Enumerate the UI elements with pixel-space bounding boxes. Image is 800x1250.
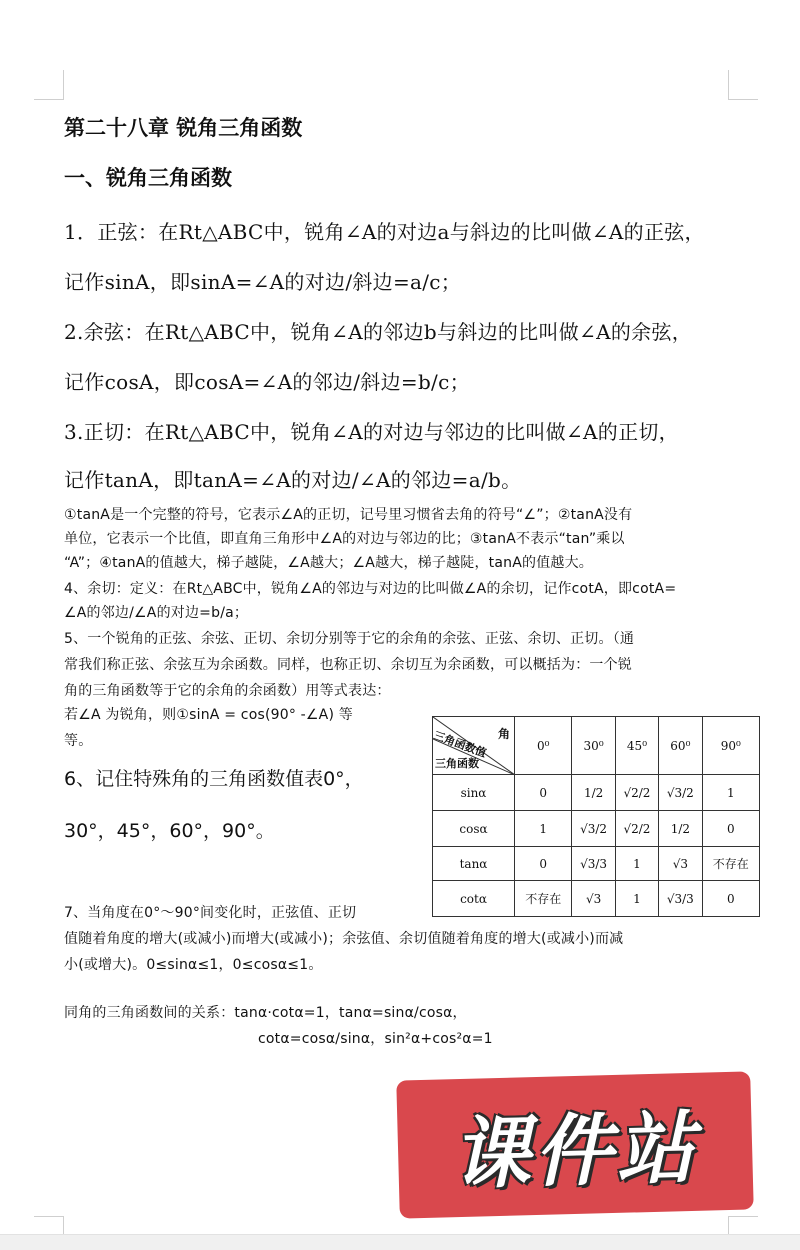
cot-definition-line2: ∠A的邻边/∠A的对边=b/a； <box>64 605 249 621</box>
table-cell: √3 <box>659 847 702 881</box>
table-cell: √3/2 <box>572 811 615 847</box>
cosine-definition-line1: 2.余弦：在Rt△ABC中，锐角∠A的邻边b与斜边的比叫做∠A的余弦， <box>64 320 693 344</box>
function-label-cos: cosα <box>433 811 515 847</box>
table-cell: √3 <box>572 881 615 917</box>
table-cell: √3/2 <box>659 775 702 811</box>
chapter-title: 第二十八章 锐角三角函数 <box>64 116 303 140</box>
sine-definition-line2: 记作sinA，即sinA=∠A的对边/斜边=a/c； <box>64 270 462 294</box>
table-cell: 1/2 <box>572 775 615 811</box>
table-row-cot <box>433 881 760 917</box>
table-cell: √2/2 <box>615 775 658 811</box>
table-cell: √2/2 <box>615 811 658 847</box>
tan-note-line2: 单位，它表示一个比值，即直角三角形中∠A的对边与邻边的比；③tanA不表示“tan”乘以 <box>64 531 625 547</box>
table-row-cos <box>433 811 760 847</box>
cofunction-line1: 5、一个锐角的正弦、余弦、正切、余切分别等于它的余角的余弦、正弦、余切、正切。（通 <box>64 631 635 647</box>
cosine-definition-line2: 记作cosA，即cosA=∠A的邻边/斜边=b/c； <box>64 370 470 394</box>
watermark-stamp <box>396 1071 753 1218</box>
cofunction-line5: 等。 <box>64 733 93 749</box>
angle-header-45: 45⁰ <box>615 717 658 775</box>
special-angles-line2: 30°，45°，60°，90°。 <box>64 820 275 842</box>
tan-note-line3: “A”；④tanA的值越大，梯子越陡，∠A越大；∠A越大，梯子越陡，tanA的值越大。 <box>64 555 593 571</box>
function-label-cot: cotα <box>433 881 515 917</box>
monotonic-line2: 值随着角度的增大(或减小)而增大(或减小)；余弦值、余切值随着角度的增大(或减小)而减 <box>64 931 624 947</box>
identity-line2: cotα=cosα/sinα，sin²α+cos²α=1 <box>258 1031 493 1047</box>
function-label-sin: sinα <box>433 775 515 811</box>
table-cell: 不存在 <box>515 881 572 917</box>
cofunction-line4: 若∠A 为锐角，则①sinA = cos(90° -∠A) 等 <box>64 707 353 723</box>
table-cell: 1 <box>702 775 759 811</box>
cofunction-line2: 常我们称正弦、余弦互为余函数。同样，也称正切、余切互为余函数，可以概括为：一个锐 <box>64 657 632 673</box>
angle-header-60: 60⁰ <box>659 717 702 775</box>
watermark-text: 课件站 <box>451 1103 700 1201</box>
corner-mark-top-right <box>728 70 758 100</box>
table-cell: 0 <box>515 775 572 811</box>
monotonic-line3: 小(或增大)。0≤sinα≤1，0≤cosα≤1。 <box>64 957 323 973</box>
corner-mark-top-left <box>34 70 64 100</box>
table-header-diagonal-cell <box>433 717 515 775</box>
angle-header-90: 90⁰ <box>702 717 759 775</box>
table-row-tan <box>433 847 760 881</box>
table-cell: 1 <box>615 881 658 917</box>
identity-line1: 同角的三角函数间的关系：tanα·cotα=1，tanα=sinα/cosα， <box>64 1005 467 1021</box>
header-function-label: 三角函数 <box>435 757 479 770</box>
sine-definition-line1: 1．正弦：在Rt△ABC中，锐角∠A的对边a与斜边的比叫做∠A的正弦， <box>64 220 705 244</box>
table-cell: 1 <box>615 847 658 881</box>
header-angle-label: 角 <box>497 727 510 741</box>
table-cell: 1/2 <box>659 811 702 847</box>
special-angles-line1: 6、记住特殊角的三角函数值表0°， <box>64 768 364 790</box>
table-cell: √3/3 <box>572 847 615 881</box>
table-cell: √3/3 <box>659 881 702 917</box>
tangent-definition-line2: 记作tanA，即tanA=∠A的对边/∠A的邻边=a/b。 <box>64 468 522 492</box>
section-title: 一、锐角三角函数 <box>64 166 232 190</box>
special-angle-table <box>432 716 760 917</box>
bottom-bar <box>0 1234 800 1250</box>
table-cell: 0 <box>702 881 759 917</box>
tan-note-line1: ①tanA是一个完整的符号，它表示∠A的正切，记号里习惯省去角的符号“∠”；②tanA没有 <box>64 507 633 523</box>
angle-header-0: 0⁰ <box>515 717 572 775</box>
angle-header-30: 30⁰ <box>572 717 615 775</box>
table-cell: 1 <box>515 811 572 847</box>
function-label-tan: tanα <box>433 847 515 881</box>
header-value-label: 三角函数值 <box>431 728 488 760</box>
table-row-sin <box>433 775 760 811</box>
table-cell: 不存在 <box>702 847 759 881</box>
table-cell: 0 <box>515 847 572 881</box>
table-cell: 0 <box>702 811 759 847</box>
cofunction-line3: 角的三角函数等于它的余角的余函数）用等式表达： <box>64 683 391 699</box>
tangent-definition-line1: 3.正切：在Rt△ABC中，锐角∠A的对边与邻边的比叫做∠A的正切， <box>64 420 679 444</box>
cot-definition-line1: 4、余切：定义：在Rt△ABC中，锐角∠A的邻边与对边的比叫做∠A的余切，记作cotA，即cotA= <box>64 581 677 597</box>
monotonic-line1: 7、当角度在0°～90°间变化时，正弦值、正切 <box>64 905 357 921</box>
